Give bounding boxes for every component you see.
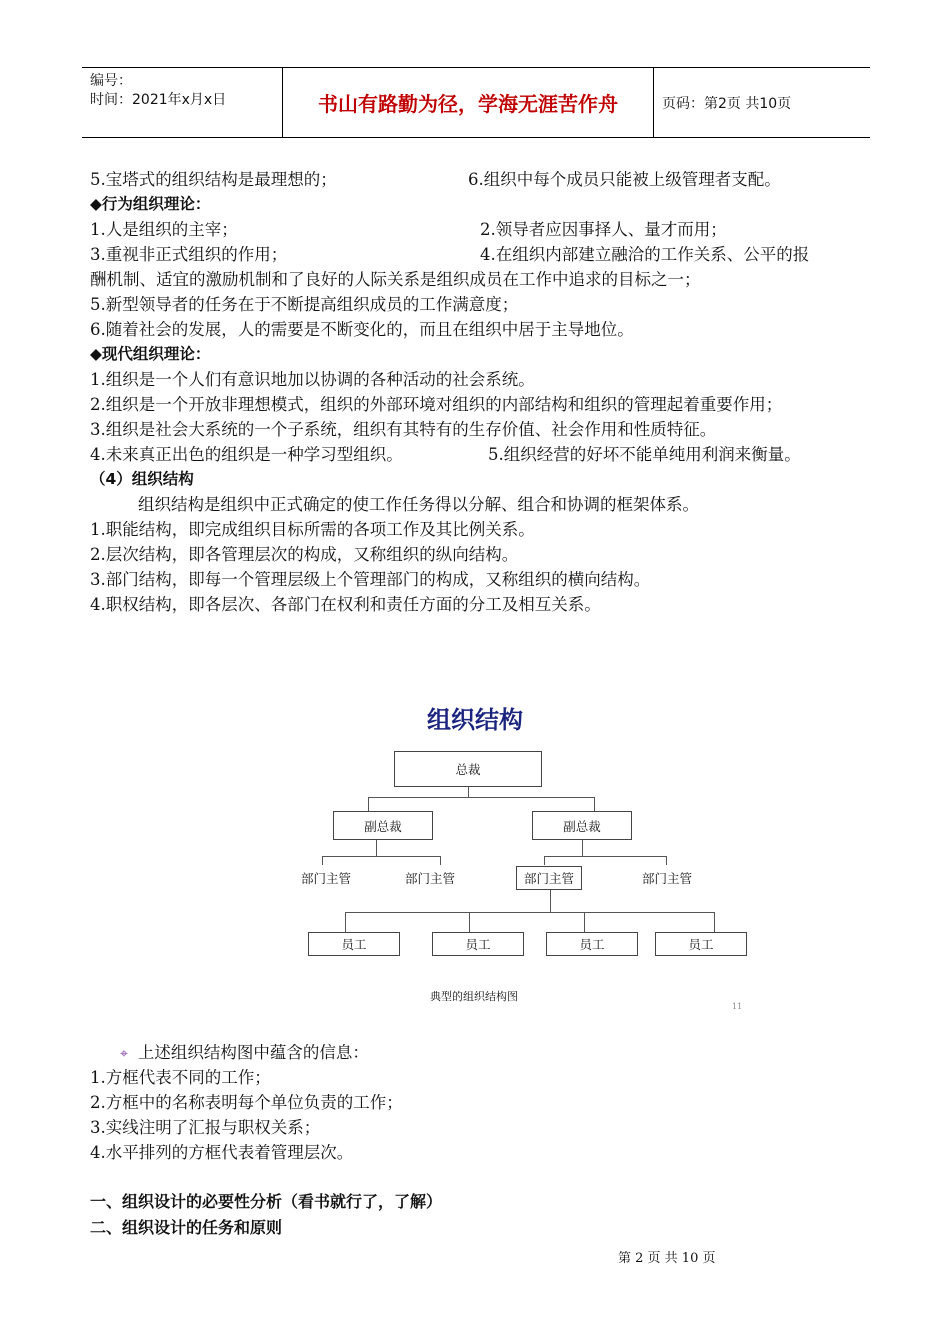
text-segment: 6.组织中每个成员只能被上级管理者支配。 bbox=[468, 170, 781, 189]
number-label: 编号： bbox=[90, 73, 132, 89]
text-line bbox=[90, 167, 870, 192]
org-box-vp: 副总裁 bbox=[532, 811, 632, 840]
connector-line bbox=[582, 840, 583, 856]
section-heading-modern: ◆现代组织理论： bbox=[90, 345, 211, 363]
text-line: 6.随着社会的发展，人的需要是不断变化的，而且在组织中居于主导地位。 bbox=[90, 320, 634, 339]
org-box-manager: 部门主管 bbox=[516, 866, 582, 890]
connector-line bbox=[469, 912, 470, 932]
text-line: 3.部门结构，即每一个管理层级上个管理部门的构成，又称组织的横向结构。 bbox=[90, 570, 651, 589]
text-line: 组织结构是组织中正式确定的使工作任务得以分解、组合和协调的框架体系。 bbox=[138, 495, 699, 514]
chart-notes bbox=[90, 1040, 870, 1165]
connector-line bbox=[584, 912, 585, 932]
connector-line bbox=[345, 912, 346, 932]
connector-line bbox=[666, 856, 667, 865]
text-line: 4.职权结构，即各层次、各部门在权利和责任方面的分工及相互关系。 bbox=[90, 595, 601, 614]
connector-line bbox=[550, 890, 551, 912]
connector-line bbox=[322, 856, 440, 857]
header-page-label: 页码：第2页 共10页 bbox=[662, 95, 792, 112]
notes-intro: 上述组织结构图中蕴含的信息： bbox=[137, 1043, 369, 1062]
header-motto: 书山有路勤为径，学海无涯苦作舟 bbox=[282, 68, 654, 137]
text-line: 2.方框中的名称表明每个单位负责的工作； bbox=[90, 1093, 403, 1112]
connector-line bbox=[594, 797, 595, 811]
org-box-staff: 员工 bbox=[308, 932, 400, 956]
connector-line bbox=[376, 840, 377, 856]
section-title-1: 一、组织设计的必要性分析（看书就行了，了解） bbox=[90, 1192, 443, 1211]
text-segment: 1.人是组织的主宰； bbox=[90, 220, 238, 239]
org-box-manager: 部门主管 bbox=[295, 866, 357, 890]
text-segment: 3.重视非正式组织的作用； bbox=[90, 245, 288, 264]
text-segment: 4.未来真正出色的组织是一种学习型组织。 bbox=[90, 445, 403, 464]
slide-number: 11 bbox=[732, 1002, 743, 1011]
connector-line bbox=[368, 797, 369, 811]
text-segment: 4.在组织内部建立融洽的工作关系、公平的报 bbox=[480, 245, 810, 264]
page-header bbox=[82, 67, 870, 138]
org-chart-caption: 典型的组织结构图 bbox=[430, 990, 518, 1003]
section-heading-structure: （4）组织结构 bbox=[90, 470, 194, 488]
text-line: 1.职能结构，即完成组织目标所需的各项工作及其比例关系。 bbox=[90, 520, 535, 539]
text-line: 5.新型领导者的任务在于不断提高组织成员的工作满意度； bbox=[90, 295, 519, 314]
text-segment: 5.宝塔式的组织结构是最理想的； bbox=[90, 170, 337, 189]
text-line: 1.组织是一个人们有意识地加以协调的各种活动的社会系统。 bbox=[90, 370, 535, 389]
document-body bbox=[90, 167, 870, 617]
org-box-staff: 员工 bbox=[546, 932, 638, 956]
crosshair-bullet-icon: ⌖ bbox=[120, 1046, 128, 1062]
connector-line bbox=[544, 856, 545, 865]
text-line: 1.方框代表不同的工作； bbox=[90, 1068, 271, 1087]
section-title-2: 二、组织设计的任务和原则 bbox=[90, 1218, 283, 1237]
connector-line bbox=[714, 912, 715, 932]
org-box-manager: 部门主管 bbox=[398, 866, 462, 890]
text-line bbox=[90, 217, 870, 242]
text-line: 3.组织是社会大系统的一个子系统，组织有其特有的生存价值、社会作用和性质特征。 bbox=[90, 420, 717, 439]
text-line: 4.水平排列的方框代表着管理层次。 bbox=[90, 1143, 354, 1162]
text-segment: 2.领导者应因事择人、量才而用； bbox=[480, 220, 727, 239]
section-heading-behavior: ◆行为组织理论： bbox=[90, 195, 211, 213]
notes-intro-line bbox=[90, 1040, 870, 1065]
text-line bbox=[90, 442, 870, 467]
text-line: 3.实线注明了汇报与职权关系； bbox=[90, 1118, 321, 1137]
text-line: 酬机制、适宜的激励机制和了良好的人际关系是组织成员在工作中追求的目标之一； bbox=[90, 270, 701, 289]
org-box-vp: 副总裁 bbox=[333, 811, 433, 840]
header-meta bbox=[82, 68, 282, 137]
connector-line bbox=[322, 856, 323, 865]
text-line bbox=[90, 242, 870, 267]
text-segment: 5.组织经营的好坏不能单纯用利润来衡量。 bbox=[488, 445, 801, 464]
connector-line bbox=[345, 912, 715, 913]
org-chart-title: 组织结构 bbox=[427, 706, 523, 734]
text-line: 2.组织是一个开放非理想模式，组织的外部环境对组织的内部结构和组织的管理起着重要作用； bbox=[90, 395, 783, 414]
connector-line bbox=[544, 856, 666, 857]
date-label: 时间：2021年x月x日 bbox=[90, 92, 227, 108]
org-box-manager: 部门主管 bbox=[635, 866, 699, 890]
org-box-staff: 员工 bbox=[655, 932, 747, 956]
page-footer: 第 2 页 共 10 页 bbox=[618, 1251, 716, 1266]
connector-line bbox=[468, 787, 469, 797]
org-box-president: 总裁 bbox=[394, 751, 542, 787]
connector-line bbox=[440, 856, 441, 865]
text-line: 2.层次结构，即各管理层次的构成，又称组织的纵向结构。 bbox=[90, 545, 519, 564]
org-box-staff: 员工 bbox=[432, 932, 524, 956]
connector-line bbox=[368, 797, 594, 798]
